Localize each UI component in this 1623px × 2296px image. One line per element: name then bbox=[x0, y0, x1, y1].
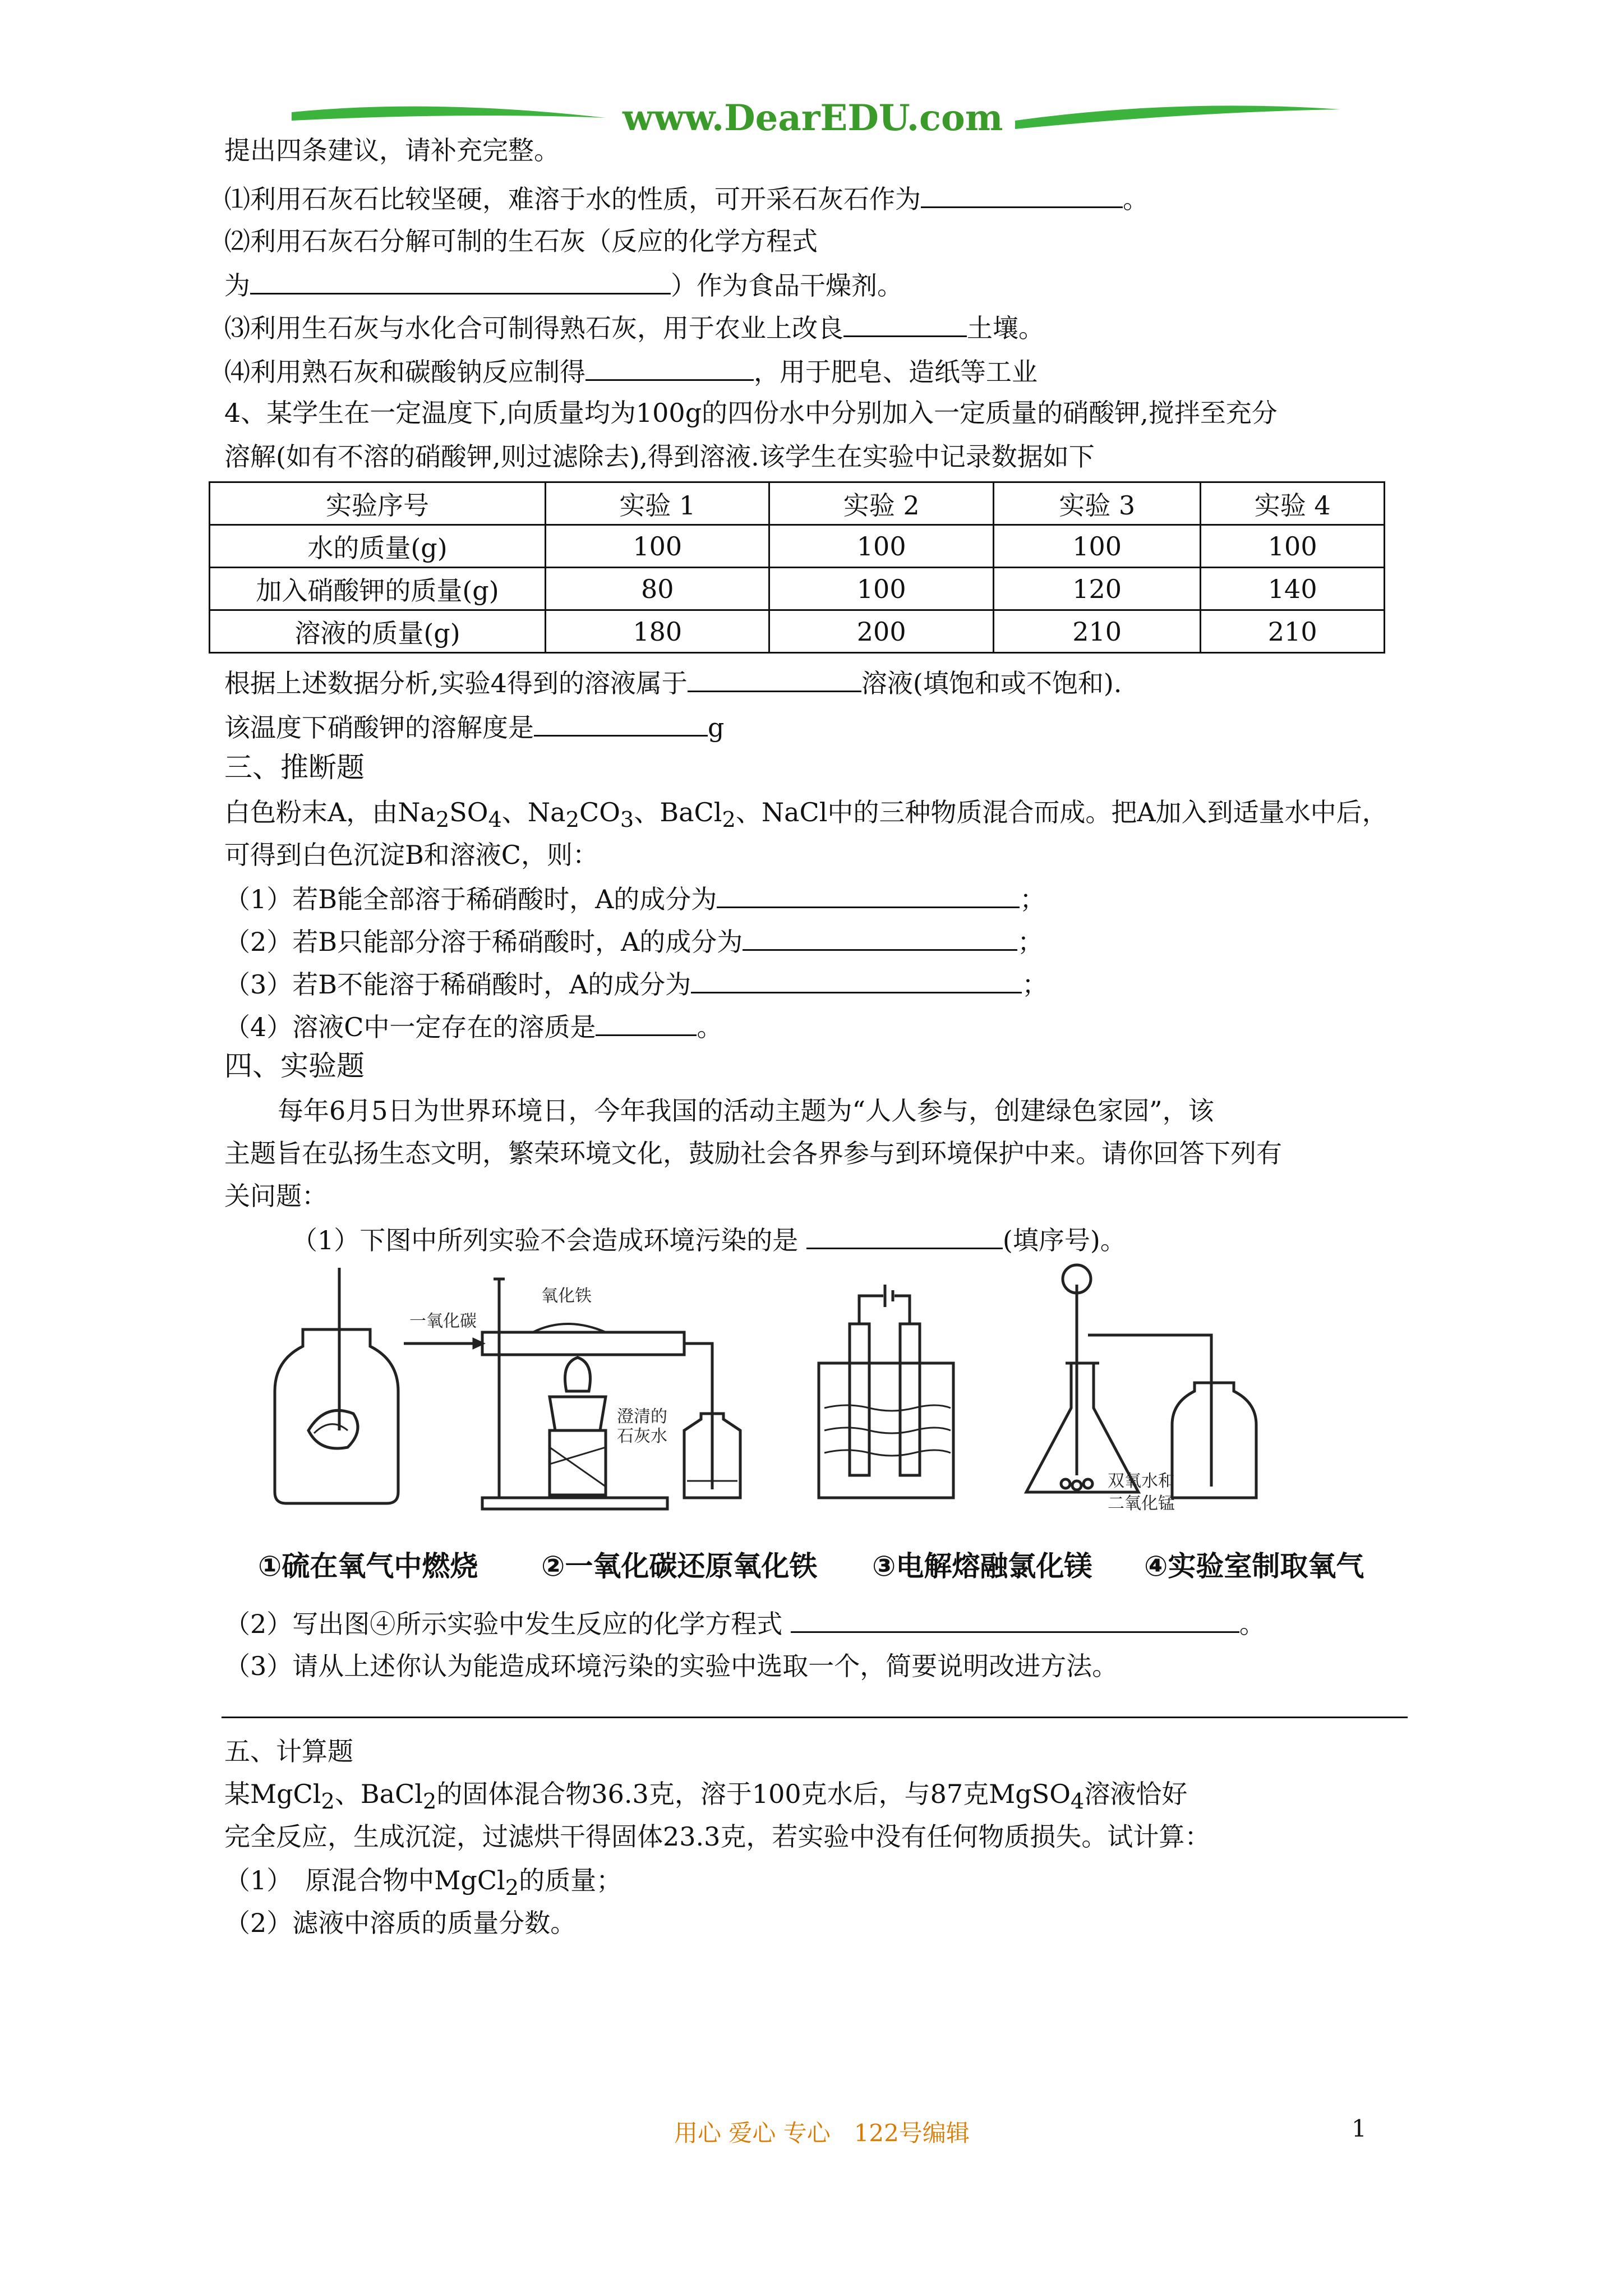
caption-3: ③电解熔融氯化镁 bbox=[872, 1550, 1092, 1582]
section-4-p2: 主题旨在弘扬生态文明，繁荣环境文化，鼓励社会各界参与到环境保护中来。请你回答下列有 bbox=[224, 1138, 1282, 1168]
section-5-p2: 完全反应，生成沉淀，过滤烘干得固体23.3克，若实验中没有任何物质损失。试计算： bbox=[224, 1821, 1211, 1852]
section-3-q1: （1）若B能全部溶于稀硝酸时，A的成分为 ； bbox=[224, 881, 1045, 916]
table-row bbox=[210, 568, 1385, 610]
table-header-cell: 实验 3 bbox=[993, 482, 1200, 525]
table-cell: 溶液的质量(g) bbox=[210, 610, 546, 653]
table-row bbox=[210, 525, 1385, 568]
section-divider bbox=[222, 1717, 1408, 1718]
table-cell: 水的质量(g) bbox=[210, 525, 546, 568]
table-cell: 100 bbox=[546, 525, 769, 568]
table-cell: 100 bbox=[1201, 525, 1385, 568]
blank-s2[interactable] bbox=[250, 267, 671, 295]
apparatus-figure bbox=[269, 1262, 1391, 1520]
intro-lead: 提出四条建议，请补充完整。 bbox=[224, 135, 560, 165]
section-3-intro-2: 可得到白色沉淀B和溶液C，则： bbox=[224, 840, 598, 870]
data-table bbox=[209, 481, 1385, 654]
table-cell: 180 bbox=[546, 610, 769, 653]
section-4-q3: （3）请从上述你认为能造成环境污染的实验中选取一个，简要说明改进方法。 bbox=[224, 1651, 1118, 1681]
section-3-intro-1: 白色粉末A，由$Na_2SO_4$、$Na_2CO_3$、BaCl$_2$、NaCl中的三种物质混合而成。把A加入到适量水中后， bbox=[224, 797, 1388, 833]
q4-after-1: 根据上述数据分析,实验4得到的溶液属于 溶液(填饱和或不饱和). bbox=[224, 665, 1122, 700]
table-cell: 100 bbox=[769, 525, 993, 568]
q4-line-1: 4、某学生在一定温度下,向质量均为100g的四份水中分别加入一定质量的硝酸钾,搅拌至充分 bbox=[224, 398, 1278, 428]
q4-line-2: 溶解(如有不溶的硝酸钾,则过滤除去),得到溶液.该学生在实验中记录数据如下 bbox=[224, 441, 1095, 472]
section-4-q2: （2）写出图④所示实验中发生反应的化学方程式 。 bbox=[224, 1605, 1265, 1641]
section-3-title: 三、推断题 bbox=[224, 751, 365, 784]
blank-4-2[interactable] bbox=[791, 1605, 1239, 1633]
table-cell: 140 bbox=[1201, 568, 1385, 610]
section-5-q2: （2）滤液中溶质的质量分数。 bbox=[224, 1908, 577, 1938]
label-limewater-2: 石灰水 bbox=[617, 1427, 667, 1446]
table-header-cell: 实验 2 bbox=[769, 482, 993, 525]
blank-3-2[interactable] bbox=[743, 923, 1017, 951]
section-5-p1: 某MgCl$_2$、BaCl$_2$的固体混合物36.3克，溶于100克水后，与87克MgSO$_4$溶液恰好 bbox=[224, 1779, 1188, 1815]
table-header-cell: 实验 1 bbox=[546, 482, 769, 525]
section-3-q3: （3）若B不能溶于稀硝酸时，A的成分为 ； bbox=[224, 966, 1048, 1001]
label-mno2: 二氧化锰 bbox=[1108, 1494, 1175, 1513]
table-cell: 100 bbox=[769, 568, 993, 610]
table-cell: 80 bbox=[546, 568, 769, 610]
blank-4-1[interactable] bbox=[806, 1222, 1003, 1249]
section-5-title: 五、计算题 bbox=[224, 1736, 353, 1766]
logo-text: www.DearEDU.com bbox=[623, 97, 1003, 139]
table-cell: 210 bbox=[993, 610, 1200, 653]
table-row bbox=[210, 610, 1385, 653]
blank-3-3[interactable] bbox=[691, 966, 1022, 993]
caption-4: ④实验室制取氧气 bbox=[1144, 1550, 1364, 1582]
table-cell: 100 bbox=[993, 525, 1200, 568]
oxygen-apparatus bbox=[1026, 1265, 1256, 1513]
section-3-q2: （2）若B只能部分溶于稀硝酸时，A的成分为 ； bbox=[224, 923, 1043, 959]
co-reduction-apparatus bbox=[404, 1279, 740, 1509]
label-co: 一氧化碳 bbox=[409, 1312, 477, 1331]
electrolysis-apparatus bbox=[819, 1285, 953, 1498]
section-4-q1: （1）下图中所列实验不会造成环境污染的是 (填序号)。 bbox=[292, 1222, 1126, 1257]
section-4-p3: 关问题： bbox=[224, 1181, 328, 1211]
table-header-cell: 实验序号 bbox=[210, 482, 546, 525]
table-cell: 210 bbox=[1201, 610, 1385, 653]
left-swoosh bbox=[292, 107, 606, 121]
caption-1: ①硫在氧气中燃烧 bbox=[258, 1550, 478, 1582]
section-5-q1: （1） 原混合物中MgCl$_2$的质量； bbox=[224, 1865, 623, 1901]
label-fe2o3: 氧化铁 bbox=[541, 1286, 592, 1306]
table-header-row bbox=[210, 482, 1385, 525]
footer-text: 用心 爱心 专心 122号编辑 bbox=[674, 2119, 970, 2147]
table-cell: 120 bbox=[993, 568, 1200, 610]
section-4-title: 四、实验题 bbox=[224, 1050, 365, 1082]
blank-q4b[interactable] bbox=[534, 709, 708, 737]
section-4-p1: 每年6月5日为世界环境日，今年我国的活动主题为“人人参与，创建绿色家园”，该 bbox=[278, 1096, 1214, 1126]
table-cell: 200 bbox=[769, 610, 993, 653]
caption-2: ②一氧化碳还原氧化铁 bbox=[541, 1550, 818, 1582]
blank-s1[interactable] bbox=[921, 181, 1123, 208]
section-3-q4: （4）溶液C中一定存在的溶质是 。 bbox=[224, 1009, 722, 1044]
suggestion-2b: 为 ）作为食品干燥剂。 bbox=[224, 267, 903, 302]
label-limewater-1: 澄清的 bbox=[617, 1407, 667, 1427]
blank-3-4[interactable] bbox=[596, 1009, 697, 1036]
blank-s3[interactable] bbox=[843, 310, 967, 337]
table-header-cell: 实验 4 bbox=[1201, 482, 1385, 525]
label-h2o2: 双氧水和 bbox=[1108, 1471, 1175, 1491]
q4-after-2: 该温度下硝酸钾的溶解度是 g bbox=[224, 709, 724, 744]
suggestion-3: ⑶利用生石灰与水化合可制得熟石灰，用于农业上改良 土壤。 bbox=[224, 310, 1044, 345]
sulfur-combustion-apparatus bbox=[275, 1268, 398, 1503]
page-number: 1 bbox=[1352, 2115, 1367, 2142]
right-swoosh bbox=[1015, 105, 1340, 129]
suggestion-2a: ⑵利用石灰石分解可制的生石灰（反应的化学方程式 bbox=[224, 226, 818, 256]
suggestion-4: ⑷利用熟石灰和碳酸钠反应制得 ，用于肥皂、造纸等工业 bbox=[224, 353, 1038, 389]
blank-3-1[interactable] bbox=[717, 881, 1020, 908]
table-cell: 加入硝酸钾的质量(g) bbox=[210, 568, 546, 610]
blank-q4a[interactable] bbox=[688, 665, 861, 692]
blank-s4[interactable] bbox=[585, 353, 754, 381]
suggestion-1: ⑴利用石灰石比较坚硬，难溶于水的性质，可开采石灰石作为 。 bbox=[224, 181, 1149, 216]
